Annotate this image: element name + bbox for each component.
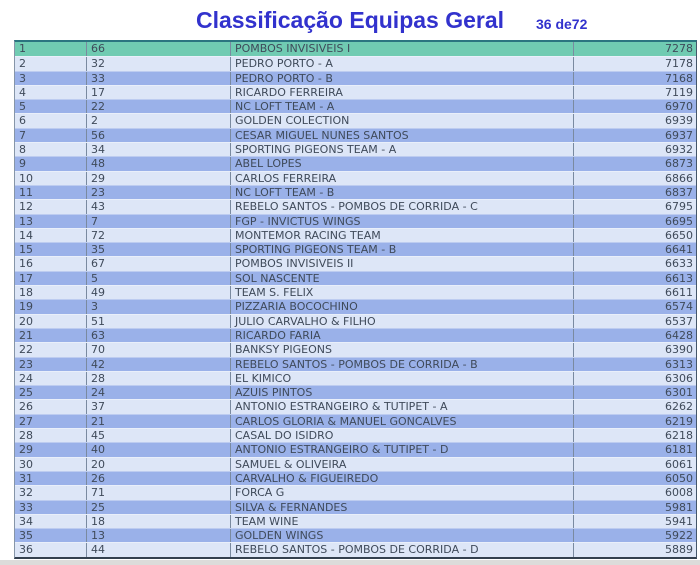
points-cell: 7278 (665, 42, 693, 55)
team-name-cell: FORCA G (231, 486, 574, 499)
team-name-cell: REBELO SANTOS - POMBOS DE CORRIDA - D (231, 543, 574, 556)
team-number-cell: 2 (87, 114, 231, 127)
points-cell: 6932 (665, 143, 693, 157)
team-name-cell: RICARDO FARIA (231, 329, 574, 342)
team-number-cell: 3 (87, 300, 231, 313)
points-cell: 6937 (665, 128, 693, 142)
team-name-cell: FGP - INVICTUS WINGS (231, 215, 574, 228)
table-row (15, 328, 696, 342)
rank-cell: 8 (15, 143, 87, 156)
table-row (15, 113, 696, 127)
team-name-cell: SPORTING PIGEONS TEAM - A (231, 143, 574, 156)
team-name-cell: POMBOS INVISIVEIS I (231, 42, 574, 56)
rank-cell: 5 (15, 100, 87, 113)
rank-cell: 13 (15, 215, 87, 228)
points-cell: 6061 (665, 457, 693, 471)
rank-cell: 20 (15, 315, 87, 328)
table-row (15, 357, 696, 371)
rank-cell: 22 (15, 343, 87, 356)
points-cell: 5889 (665, 543, 693, 557)
points-cell: 5941 (665, 514, 693, 528)
team-name-cell: SAMUEL & OLIVEIRA (231, 458, 574, 471)
team-name-cell: REBELO SANTOS - POMBOS DE CORRIDA - B (231, 358, 574, 371)
rank-cell: 35 (15, 529, 87, 542)
points-cell: 6301 (665, 386, 693, 400)
table-row (15, 285, 696, 299)
rank-cell: 19 (15, 300, 87, 313)
points-cell: 6428 (665, 328, 693, 342)
team-name-cell: CESAR MIGUEL NUNES SANTOS (231, 129, 574, 142)
team-number-cell: 66 (87, 42, 231, 56)
table-row (15, 442, 696, 456)
team-name-cell: JULIO CARVALHO & FILHO (231, 315, 574, 328)
points-cell: 6574 (665, 300, 693, 314)
table-row (15, 85, 696, 99)
points-cell: 6650 (665, 228, 693, 242)
table-row (15, 414, 696, 428)
team-number-cell: 49 (87, 286, 231, 299)
rank-cell: 7 (15, 129, 87, 142)
team-name-cell: PEDRO PORTO - A (231, 57, 574, 70)
table-row (15, 399, 696, 413)
team-number-cell: 26 (87, 472, 231, 485)
table-row (15, 171, 696, 185)
table-row (15, 42, 696, 56)
points-cell: 6695 (665, 214, 693, 228)
table-row (15, 428, 696, 442)
points-cell: 6050 (665, 471, 693, 485)
points-cell: 7178 (665, 57, 693, 71)
team-name-cell: CARLOS FERREIRA (231, 172, 574, 185)
points-cell: 6866 (665, 171, 693, 185)
team-name-cell: GOLDEN COLECTION (231, 114, 574, 127)
team-name-cell: SOL NASCENTE (231, 272, 574, 285)
team-name-cell: ANTONIO ESTRANGEIRO & TUTIPET - A (231, 400, 574, 413)
table-row (15, 185, 696, 199)
rank-cell: 6 (15, 114, 87, 127)
rank-cell: 21 (15, 329, 87, 342)
team-name-cell: RICARDO FERREIRA (231, 86, 574, 99)
team-number-cell: 20 (87, 458, 231, 471)
rank-cell: 24 (15, 372, 87, 385)
table-row (15, 71, 696, 85)
points-cell: 6613 (665, 271, 693, 285)
table-row (15, 214, 696, 228)
team-name-cell: POMBOS INVISIVEIS II (231, 257, 574, 270)
points-cell: 6837 (665, 185, 693, 199)
points-cell: 6537 (665, 314, 693, 328)
team-number-cell: 72 (87, 229, 231, 242)
rank-cell: 2 (15, 57, 87, 70)
table-row (15, 99, 696, 113)
points-cell: 6611 (665, 286, 693, 300)
team-number-cell: 71 (87, 486, 231, 499)
rank-cell: 1 (15, 42, 87, 56)
team-name-cell: ABEL LOPES (231, 157, 574, 170)
table-row (15, 271, 696, 285)
points-cell: 6873 (665, 157, 693, 171)
team-number-cell: 43 (87, 200, 231, 213)
rank-cell: 12 (15, 200, 87, 213)
rank-cell: 3 (15, 72, 87, 85)
points-cell: 6970 (665, 100, 693, 114)
points-cell: 6641 (665, 243, 693, 257)
points-cell: 6795 (665, 200, 693, 214)
rank-cell: 29 (15, 443, 87, 456)
team-name-cell: CARLOS GLORIA & MANUEL GONCALVES (231, 415, 574, 428)
rank-cell: 32 (15, 486, 87, 499)
rank-cell: 17 (15, 272, 87, 285)
team-name-cell: MONTEMOR RACING TEAM (231, 229, 574, 242)
team-number-cell: 23 (87, 186, 231, 199)
points-cell: 6390 (665, 343, 693, 357)
team-number-cell: 29 (87, 172, 231, 185)
table-row (15, 500, 696, 514)
points-cell: 6219 (665, 414, 693, 428)
table-row (15, 299, 696, 313)
team-number-cell: 35 (87, 243, 231, 256)
team-number-cell: 5 (87, 272, 231, 285)
team-number-cell: 70 (87, 343, 231, 356)
table-row (15, 199, 696, 213)
team-number-cell: 25 (87, 501, 231, 514)
team-number-cell: 21 (87, 415, 231, 428)
table-row (15, 471, 696, 485)
points-cell: 6262 (665, 400, 693, 414)
page-title: Classificação Equipas Geral (195, 7, 505, 33)
team-name-cell: REBELO SANTOS - POMBOS DE CORRIDA - C (231, 200, 574, 213)
points-cell: 6633 (665, 257, 693, 271)
team-name-cell: NC LOFT TEAM - B (231, 186, 574, 199)
rank-cell: 27 (15, 415, 87, 428)
points-cell: 6313 (665, 357, 693, 371)
table-row (15, 542, 696, 556)
title-bar (0, 0, 700, 40)
table-row (15, 342, 696, 356)
rank-cell: 16 (15, 257, 87, 270)
rank-cell: 14 (15, 229, 87, 242)
team-number-cell: 24 (87, 386, 231, 399)
team-number-cell: 42 (87, 358, 231, 371)
team-number-cell: 13 (87, 529, 231, 542)
table-row (15, 156, 696, 170)
team-name-cell: SILVA & FERNANDES (231, 501, 574, 514)
team-number-cell: 18 (87, 515, 231, 528)
team-number-cell: 45 (87, 429, 231, 442)
table-row (15, 242, 696, 256)
table-row (15, 314, 696, 328)
team-number-cell: 67 (87, 257, 231, 270)
team-number-cell: 7 (87, 215, 231, 228)
rank-cell: 31 (15, 472, 87, 485)
team-name-cell: PIZZARIA BOCOCHINO (231, 300, 574, 313)
team-number-cell: 17 (87, 86, 231, 99)
team-number-cell: 22 (87, 100, 231, 113)
table-row (15, 457, 696, 471)
rank-cell: 23 (15, 358, 87, 371)
team-number-cell: 48 (87, 157, 231, 170)
rank-cell: 33 (15, 501, 87, 514)
rank-cell: 4 (15, 86, 87, 99)
rank-cell: 18 (15, 286, 87, 299)
team-number-cell: 56 (87, 129, 231, 142)
points-cell: 6181 (665, 443, 693, 457)
team-number-cell: 28 (87, 372, 231, 385)
team-name-cell: SPORTING PIGEONS TEAM - B (231, 243, 574, 256)
team-number-cell: 33 (87, 72, 231, 85)
table-row (15, 228, 696, 242)
team-name-cell: CASAL DO ISIDRO (231, 429, 574, 442)
rank-cell: 15 (15, 243, 87, 256)
points-cell: 6306 (665, 371, 693, 385)
table-row (15, 485, 696, 499)
team-number-cell: 51 (87, 315, 231, 328)
table-row (15, 56, 696, 70)
team-name-cell: ANTONIO ESTRANGEIRO & TUTIPET - D (231, 443, 574, 456)
team-name-cell: TEAM WINE (231, 515, 574, 528)
rank-cell: 30 (15, 458, 87, 471)
rank-cell: 26 (15, 400, 87, 413)
team-name-cell: TEAM S. FELIX (231, 286, 574, 299)
rank-cell: 34 (15, 515, 87, 528)
table-row (15, 142, 696, 156)
rank-cell: 36 (15, 543, 87, 556)
rank-cell: 28 (15, 429, 87, 442)
table-row (15, 128, 696, 142)
team-number-cell: 63 (87, 329, 231, 342)
team-name-cell: GOLDEN WINGS (231, 529, 574, 542)
rank-cell: 10 (15, 172, 87, 185)
team-name-cell: PEDRO PORTO - B (231, 72, 574, 85)
points-cell: 7168 (665, 71, 693, 85)
table-row (15, 371, 696, 385)
table-row (15, 514, 696, 528)
team-name-cell: BANKSY PIGEONS (231, 343, 574, 356)
team-name-cell: NC LOFT TEAM - A (231, 100, 574, 113)
classification-table (14, 40, 697, 559)
team-number-cell: 44 (87, 543, 231, 556)
team-name-cell: EL KIMICO (231, 372, 574, 385)
team-number-cell: 32 (87, 57, 231, 70)
points-cell: 6008 (665, 486, 693, 500)
points-cell: 6939 (665, 114, 693, 128)
table-row (15, 528, 696, 542)
team-number-cell: 40 (87, 443, 231, 456)
bottom-margin (0, 560, 700, 565)
rank-cell: 25 (15, 386, 87, 399)
points-cell: 5981 (665, 500, 693, 514)
points-cell: 5922 (665, 529, 693, 543)
rank-cell: 9 (15, 157, 87, 170)
page-counter: 36 de72 (536, 16, 588, 32)
team-name-cell: AZUIS PINTOS (231, 386, 574, 399)
rank-cell: 11 (15, 186, 87, 199)
table-row (15, 385, 696, 399)
team-number-cell: 37 (87, 400, 231, 413)
team-number-cell: 34 (87, 143, 231, 156)
table-row (15, 256, 696, 270)
team-name-cell: CARVALHO & FIGUEIREDO (231, 472, 574, 485)
points-cell: 6218 (665, 429, 693, 443)
points-cell: 7119 (665, 85, 693, 99)
